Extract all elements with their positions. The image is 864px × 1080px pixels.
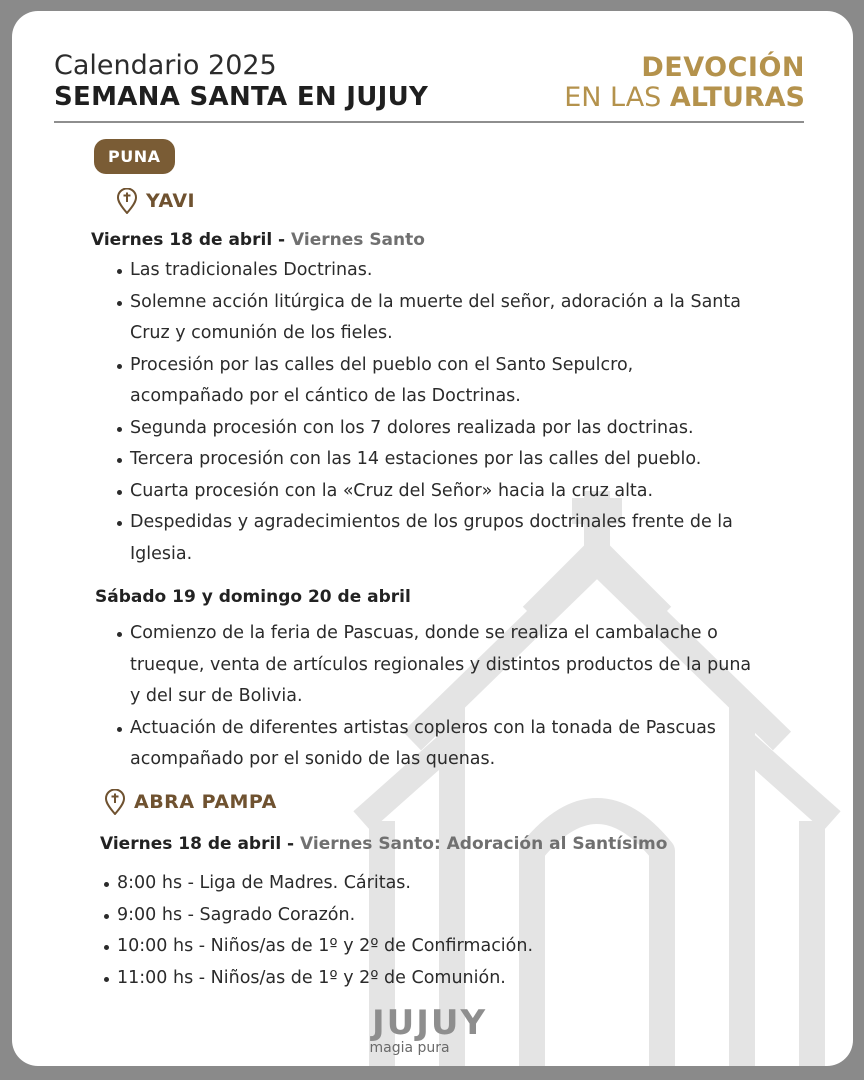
logo-wordmark: JUJUY <box>372 1003 488 1043</box>
list-item: Despedidas y agradecimientos de los grupos doctrinales frente de la <box>117 507 741 539</box>
list-item: Actuación de diferentes artistas copleros con la tonada de Pascuas <box>117 713 751 745</box>
region-badge: PUNA <box>94 139 175 174</box>
brand-line-2-bold: ALTURAS <box>669 82 805 113</box>
schedule-item: 9:00 hs - Sagrado Corazón. <box>104 900 533 932</box>
list-item: Procesión por las calles del pueblo con el Santo Sepulcro, <box>117 350 741 382</box>
yavi-friday-list <box>117 255 741 570</box>
jujuy-logo <box>369 1003 488 1056</box>
list-item-continuation: trueque, venta de artículos regionales y distintos productos de la puna <box>130 654 752 675</box>
header-divider <box>54 121 804 123</box>
location-pin-icon <box>116 188 138 214</box>
schedule-item: 8:00 hs - Liga de Madres. Cáritas. <box>104 868 533 900</box>
location-pin-icon <box>104 789 126 815</box>
logo-tagline: magia pura <box>369 1040 450 1056</box>
brand-line-2 <box>564 83 805 113</box>
location-name: ABRA PAMPA <box>134 791 277 813</box>
date-label: Viernes 18 de abril - <box>91 230 292 250</box>
list-item: Cuarta procesión con la «Cruz del Señor» hacia la cruz alta. <box>117 476 741 508</box>
abra-pampa-schedule <box>104 868 533 994</box>
brand-line-2-prefix: EN LAS <box>564 82 670 113</box>
schedule-item: 11:00 hs - Niños/as de 1º y 2º de Comunión. <box>104 963 533 995</box>
list-item-continuation: y del sur de Bolivia. <box>130 686 303 706</box>
list-item-continuation: Cruz y comunión de los fieles. <box>130 323 393 343</box>
yavi-weekend-list <box>117 618 751 776</box>
list-item-continuation: acompañado por el sonido de las quenas. <box>130 749 496 769</box>
yavi-friday-heading <box>91 230 425 250</box>
list-item: Comienzo de la feria de Pascuas, donde se realiza el cambalache o <box>117 618 751 650</box>
yavi-weekend-heading: Sábado 19 y domingo 20 de abril <box>95 587 411 607</box>
event-label: Viernes Santo: Adoración al Santísimo <box>300 834 668 854</box>
brand-line-1: DEVOCIÓN <box>641 52 805 83</box>
list-item: Segunda procesión con los 7 dolores realizada por las doctrinas. <box>117 413 741 445</box>
list-item-continuation: acompañado por el cántico de las Doctrinas. <box>130 386 521 406</box>
schedule-item: 10:00 hs - Niños/as de 1º y 2º de Confirmación. <box>104 931 533 963</box>
title-line-1: Calendario 2025 <box>54 50 277 81</box>
list-item-continuation: Iglesia. <box>130 543 193 564</box>
list-item: Solemne acción litúrgica de la muerte del señor, adoración a la Santa <box>117 287 741 319</box>
header-title <box>54 51 428 113</box>
list-item: Las tradicionales Doctrinas. <box>117 255 741 287</box>
date-label: Viernes 18 de abril - <box>100 834 301 854</box>
location-yavi <box>116 188 195 214</box>
calendar-card <box>12 11 853 1066</box>
abra-pampa-friday-heading <box>100 834 667 854</box>
location-name: YAVI <box>146 190 196 212</box>
brand-slogan <box>564 53 805 113</box>
location-abra-pampa <box>104 789 277 815</box>
event-label: Viernes Santo <box>291 230 425 250</box>
title-line-2: SEMANA SANTA EN JUJUY <box>54 82 429 112</box>
list-item: Tercera procesión con las 14 estaciones por las calles del pueblo. <box>117 444 741 476</box>
